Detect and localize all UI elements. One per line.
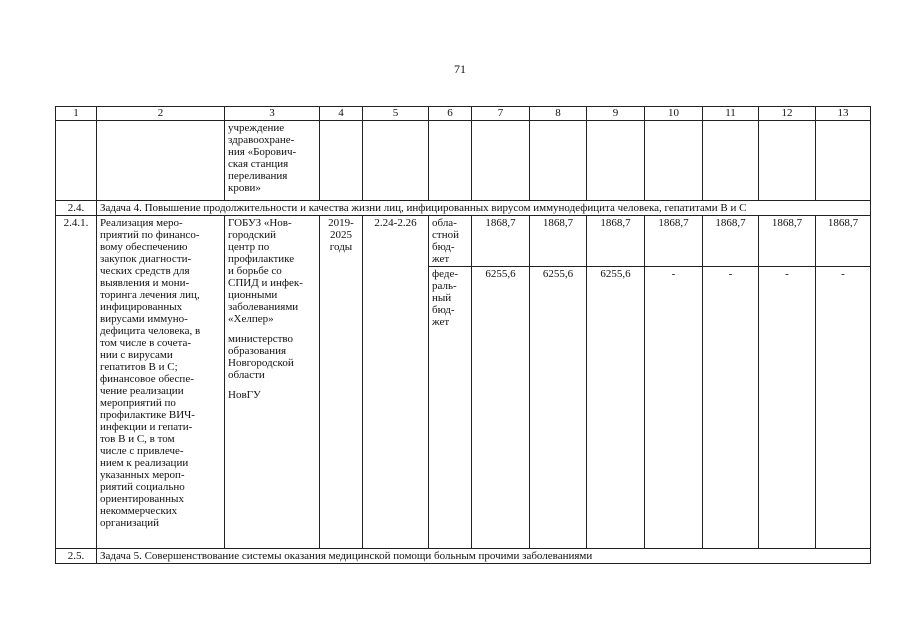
funding-source: феде- раль- ный бюд- жет <box>429 267 472 549</box>
funding-value: 1868,7 <box>759 216 816 267</box>
funding-value: 1868,7 <box>472 216 530 267</box>
target-indicator: 2.24-2.26 <box>363 216 429 549</box>
header-cell: 5 <box>363 107 429 121</box>
task-row <box>56 201 871 216</box>
funding-value: 6255,6 <box>587 267 645 549</box>
funding-value: 1868,7 <box>816 216 871 267</box>
funding-value: 1868,7 <box>645 216 703 267</box>
funding-value: - <box>759 267 816 549</box>
funding-value: 1868,7 <box>530 216 587 267</box>
header-cell: 9 <box>587 107 645 121</box>
row-number: 2.4.1. <box>56 216 97 549</box>
funding-value: - <box>816 267 871 549</box>
executor-continued: учреждение здравоохране- ния «Борович- ская станция переливания крови» <box>225 121 320 201</box>
period-cell: 2019- 2025 годы <box>320 216 363 549</box>
table-row <box>56 216 871 267</box>
header-cell: 8 <box>530 107 587 121</box>
executor-1: ГОБУЗ «Нов- городский центр по профилактике и борьбе со СПИД и инфек- ционными заболеваниями «Хелпер» <box>228 217 303 325</box>
funding-value: 1868,7 <box>587 216 645 267</box>
task-number: 2.4. <box>56 201 97 216</box>
task-number: 2.5. <box>56 549 97 564</box>
funding-value: - <box>703 267 759 549</box>
funding-value: 6255,6 <box>530 267 587 549</box>
header-cell: 2 <box>97 107 225 121</box>
funding-value: 1868,7 <box>703 216 759 267</box>
page-number: 71 <box>454 62 466 76</box>
program-table <box>55 106 871 564</box>
task-row <box>56 549 871 564</box>
continuation-row <box>56 121 871 201</box>
header-cell: 12 <box>759 107 816 121</box>
header-cell: 3 <box>225 107 320 121</box>
task-title: Задача 4. Повышение продолжительности и качества жизни лиц, инфицированных вирусом иммунодефицита человека, гепатитами В и С <box>97 201 871 216</box>
funding-source: обла- стной бюд- жет <box>429 216 472 267</box>
funding-value: - <box>645 267 703 549</box>
executors-cell <box>225 216 320 549</box>
header-cell: 13 <box>816 107 871 121</box>
header-cell: 1 <box>56 107 97 121</box>
executor-3: НовГУ <box>228 389 261 401</box>
task-title: Задача 5. Совершенствование системы оказания медицинской помощи больным прочими заболеваниями <box>97 549 871 564</box>
header-row <box>56 107 871 121</box>
header-cell: 10 <box>645 107 703 121</box>
header-cell: 4 <box>320 107 363 121</box>
funding-value: 6255,6 <box>472 267 530 549</box>
executor-2: министерство образования Новгородской области <box>228 333 294 381</box>
header-cell: 6 <box>429 107 472 121</box>
measure-description: Реализация меро- приятий по финансо- вому обеспечению закупок диагности- ческих средств для выявления и мони- торинга лечения лиц, инфицированных вирусами иммуно- дефицита человека, в том числе в сочета- нии с вирусами гепатитов В и С; финансовое обеспе- чение реализации мероприятий по профилактике ВИЧ- инфекции и гепати- тов В и С, в том числе с привлече- нием к реализации указанных мероп- риятий социально ориентированных некоммерческих организаций <box>97 216 225 549</box>
header-cell: 7 <box>472 107 530 121</box>
header-cell: 11 <box>703 107 759 121</box>
